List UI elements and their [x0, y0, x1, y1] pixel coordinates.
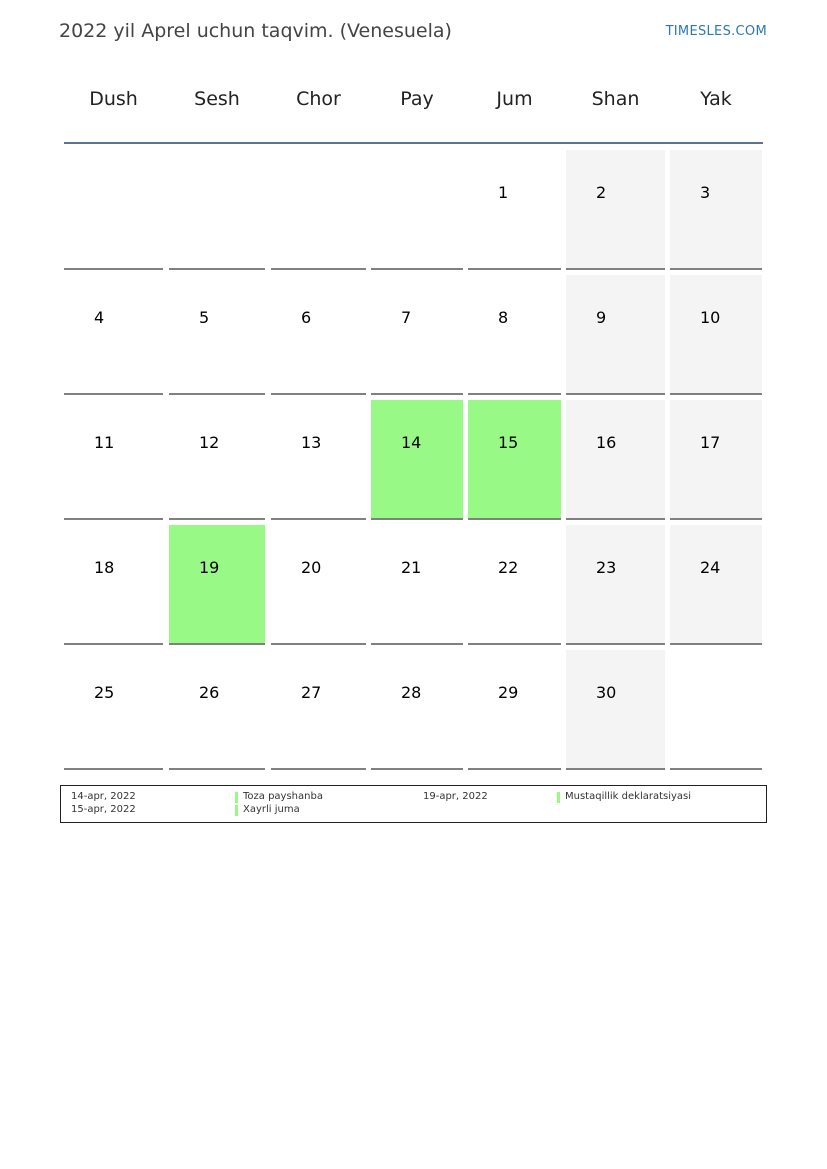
day-number: 1 [498, 183, 509, 202]
day-number: 20 [301, 558, 322, 577]
legend-holiday-name: Xayrli juma [243, 804, 300, 815]
weekday-sunday: Yak [700, 88, 732, 110]
legend-holiday-name: Mustaqillik deklaratsiyasi [565, 791, 692, 802]
day-cell-6[interactable] [271, 275, 366, 395]
day-cell-1[interactable] [468, 150, 561, 270]
legend-color-marker [557, 792, 560, 803]
day-number: 12 [199, 433, 220, 452]
day-cell-19[interactable] [169, 525, 265, 645]
day-cell-20[interactable] [271, 525, 366, 645]
day-number: 16 [596, 433, 617, 452]
weekday-wednesday: Chor [296, 88, 341, 110]
day-number: 5 [199, 308, 210, 327]
header-divider [64, 142, 763, 144]
day-number: 10 [700, 308, 721, 327]
day-cell-13[interactable] [271, 400, 366, 520]
day-number: 30 [596, 683, 617, 702]
day-number: 22 [498, 558, 519, 577]
day-number: 29 [498, 683, 519, 702]
legend-holiday-name: Toza payshanba [243, 791, 323, 802]
day-number: 4 [94, 308, 105, 327]
day-number: 24 [700, 558, 721, 577]
weekday-thursday: Pay [400, 88, 434, 110]
empty-cell-sunday [670, 650, 762, 770]
weekday-monday: Dush [89, 88, 138, 110]
page-title: 2022 yil Aprel uchun taqvim. (Venesuela) [59, 20, 452, 42]
day-cell-12[interactable] [169, 400, 265, 520]
empty-cell-wednesday [271, 150, 366, 270]
day-cell-7[interactable] [371, 275, 463, 395]
brand-link[interactable]: TIMESLES.COM [665, 24, 767, 39]
day-number: 7 [401, 308, 412, 327]
day-number: 27 [301, 683, 322, 702]
holiday-legend [60, 785, 767, 823]
day-number: 18 [94, 558, 115, 577]
day-cell-23[interactable] [566, 525, 665, 645]
empty-cell-monday [64, 150, 163, 270]
day-cell-18[interactable] [64, 525, 163, 645]
day-number: 23 [596, 558, 617, 577]
day-number: 21 [401, 558, 422, 577]
day-cell-16[interactable] [566, 400, 665, 520]
day-number: 6 [301, 308, 312, 327]
day-number: 14 [401, 433, 422, 452]
weekday-saturday: Shan [591, 88, 640, 110]
legend-date: 19-apr, 2022 [423, 791, 488, 802]
day-number: 19 [199, 558, 220, 577]
day-cell-29[interactable] [468, 650, 561, 770]
day-cell-24[interactable] [670, 525, 762, 645]
day-cell-28[interactable] [371, 650, 463, 770]
day-cell-4[interactable] [64, 275, 163, 395]
day-cell-2[interactable] [566, 150, 665, 270]
legend-color-marker [235, 792, 238, 803]
day-number: 28 [401, 683, 422, 702]
day-cell-9[interactable] [566, 275, 665, 395]
day-cell-11[interactable] [64, 400, 163, 520]
day-cell-15[interactable] [468, 400, 561, 520]
weekday-header [64, 88, 763, 120]
day-cell-27[interactable] [271, 650, 366, 770]
day-cell-21[interactable] [371, 525, 463, 645]
day-cell-5[interactable] [169, 275, 265, 395]
day-cell-25[interactable] [64, 650, 163, 770]
day-cell-8[interactable] [468, 275, 561, 395]
day-cell-17[interactable] [670, 400, 762, 520]
legend-color-marker [235, 805, 238, 816]
legend-date: 15-apr, 2022 [71, 804, 136, 815]
day-number: 17 [700, 433, 721, 452]
day-cell-14[interactable] [371, 400, 463, 520]
day-number: 8 [498, 308, 509, 327]
day-number: 9 [596, 308, 607, 327]
day-number: 11 [94, 433, 115, 452]
day-cell-10[interactable] [670, 275, 762, 395]
empty-cell-tuesday [169, 150, 265, 270]
day-number: 26 [199, 683, 220, 702]
day-number: 13 [301, 433, 322, 452]
weekday-friday: Jum [496, 88, 533, 110]
day-number: 25 [94, 683, 115, 702]
day-cell-3[interactable] [670, 150, 762, 270]
day-cell-26[interactable] [169, 650, 265, 770]
day-number: 15 [498, 433, 519, 452]
day-cell-22[interactable] [468, 525, 561, 645]
weekday-tuesday: Sesh [194, 88, 240, 110]
legend-date: 14-apr, 2022 [71, 791, 136, 802]
empty-cell-thursday [371, 150, 463, 270]
day-number: 2 [596, 183, 607, 202]
day-cell-30[interactable] [566, 650, 665, 770]
day-number: 3 [700, 183, 711, 202]
